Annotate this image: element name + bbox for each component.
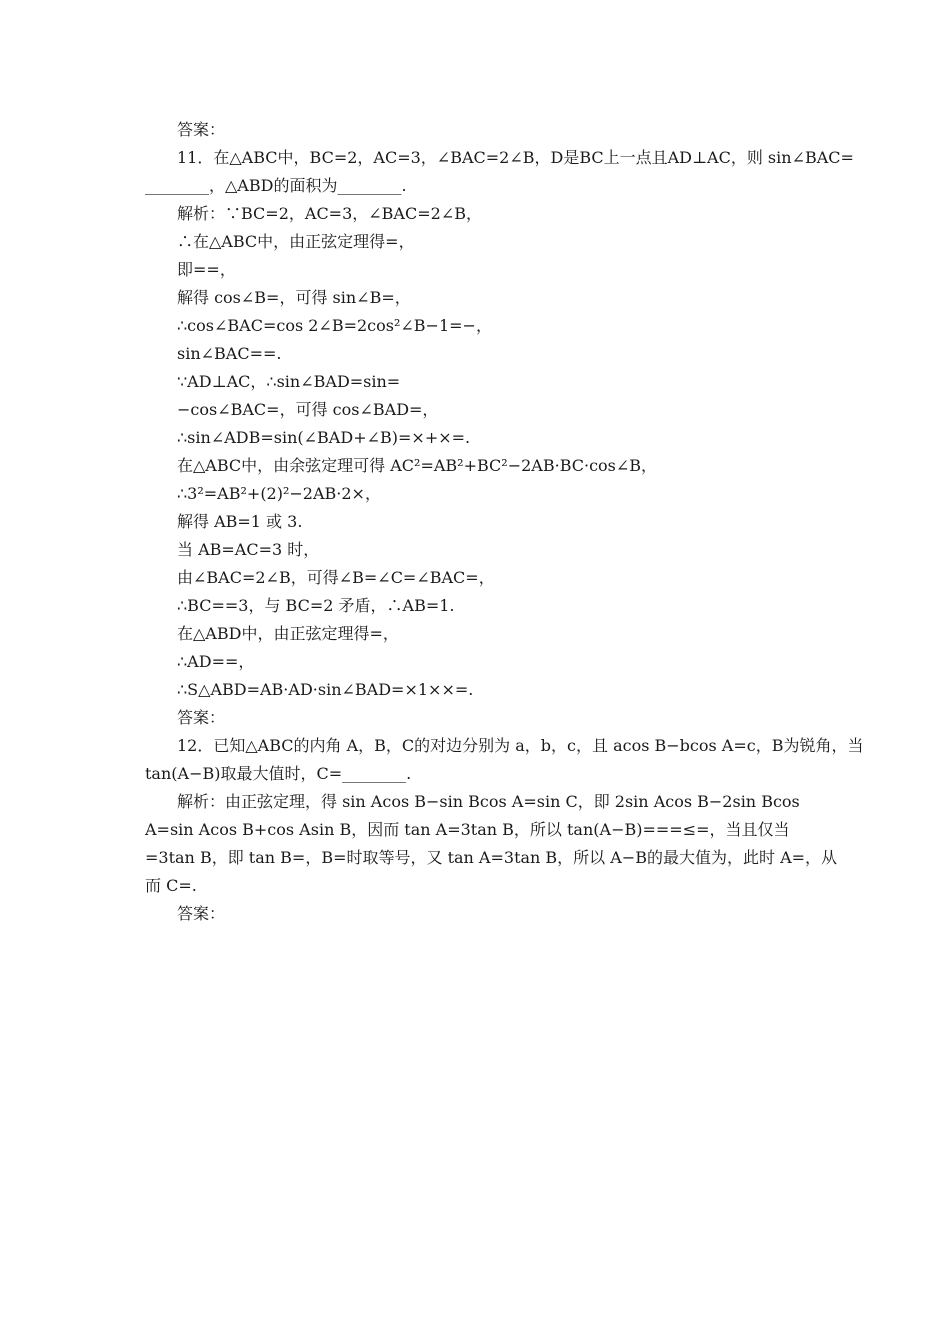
text-line: 即==，: [177, 260, 236, 279]
text-line: 在△ABC中，由余弦定理可得 AC²=AB²+BC²−2AB·BC·cos∠B，: [177, 456, 658, 475]
text-line: 答案：: [177, 904, 226, 923]
text-line: 由∠BAC=2∠B，可得∠B=∠C=∠BAC=，: [177, 568, 495, 587]
text-line: 答案：: [177, 708, 226, 727]
text-line: ∴cos∠BAC=cos 2∠B=2cos²∠B−1=−，: [177, 316, 492, 335]
text-line: 解析：∵BC=2，AC=3，∠BAC=2∠B，: [177, 204, 482, 223]
text-line: 解得 AB=1 或 3.: [177, 512, 303, 531]
text-line: =3tan B，即 tan B=，B=时取等号，又 tan A=3tan B，所以 A−B的最大值为，此时 A=，从: [145, 848, 838, 867]
text-line: ∴在△ABC中，由正弦定理得=，: [177, 232, 415, 251]
text-line: 12．已知△ABC的内角 A，B，C的对边分别为 a，b，c，且 acos B−bcos A=c，B为锐角，当: [177, 736, 864, 755]
text-line: 当 AB=AC=3 时，: [177, 540, 320, 559]
text-line: 解得 cos∠B=，可得 sin∠B=，: [177, 288, 411, 307]
text-line: −cos∠BAC=，可得 cos∠BAD=，: [177, 400, 439, 419]
text-line: ∴sin∠ADB=sin(∠BAD+∠B)=×+×=.: [177, 428, 471, 447]
text-line: tan(A−B)取最大值时，C=________.: [145, 764, 412, 783]
text-line: ∴3²=AB²+(2)²−2AB·2×，: [177, 484, 381, 503]
text-line: 11．在△ABC中，BC=2，AC=3，∠BAC=2∠B，D是BC上一点且AD⊥AC，则 sin∠BAC=: [177, 148, 854, 167]
text-line: sin∠BAC==.: [177, 344, 282, 363]
text-line: ∴BC==3，与 BC=2 矛盾，∴AB=1.: [177, 596, 455, 615]
text-line: ∵AD⊥AC，∴sin∠BAD=sin=: [177, 372, 401, 391]
text-line: 解析：由正弦定理，得 sin Acos B−sin Bcos A=sin C，即 2sin Acos B−2sin Bcos: [177, 792, 800, 811]
text-line: 答案：: [177, 120, 226, 139]
text-line: ________，△ABD的面积为________.: [145, 176, 407, 195]
text-line: 在△ABD中，由正弦定理得=，: [177, 624, 399, 643]
text-line: ∴AD==，: [177, 652, 255, 671]
text-line: ∴S△ABD=AB·AD·sin∠BAD=×1××=.: [177, 680, 474, 699]
text-line: 而 C=.: [145, 876, 197, 895]
text-line: A=sin Acos B+cos Asin B，因而 tan A=3tan B，所以 tan(A−B)===≤=，当且仅当: [145, 820, 790, 839]
